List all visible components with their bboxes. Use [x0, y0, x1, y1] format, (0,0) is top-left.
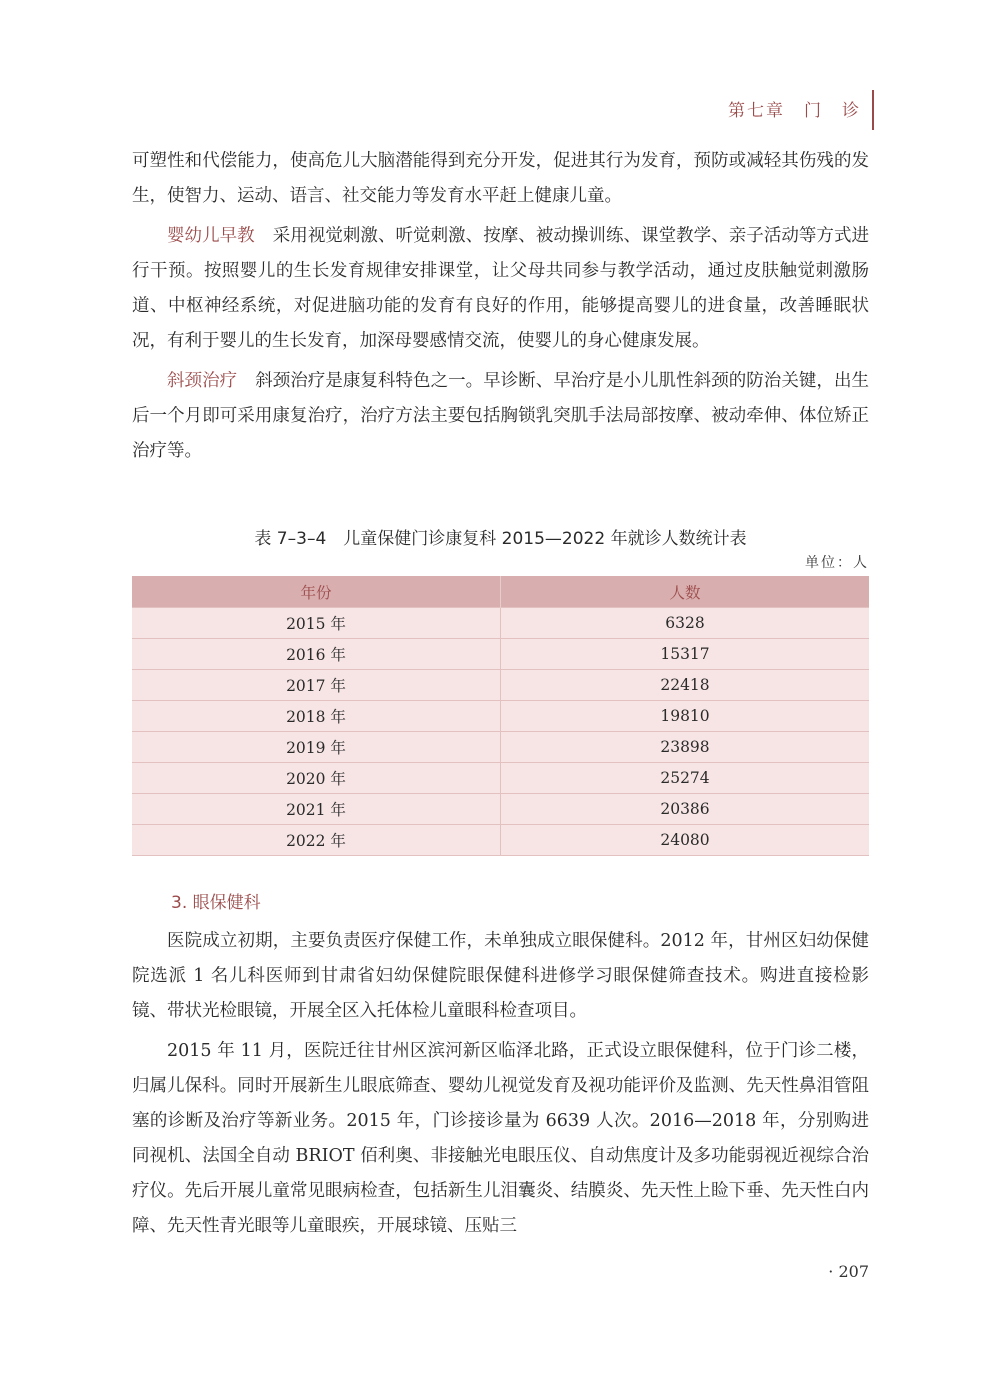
count-cell: 15317	[501, 639, 870, 670]
table-row	[132, 639, 869, 670]
year-cell: 2019 年	[132, 732, 501, 763]
count-cell: 22418	[501, 670, 870, 701]
paragraph-eye-care-intro: 医院成立初期，主要负责医疗保健工作，未单独成立眼保健科。2012 年，甘州区妇幼保健院选派 1 名儿科医师到甘肃省妇幼保健院眼保健科进修学习眼保健筛查技术。购进直接检影镜、带状光检眼镜，开展全区入托体检儿童眼科检查项目。	[132, 931, 869, 1021]
table-caption: 表 7–3–4 儿童保健门诊康复科 2015—2022 年就诊人数统计表	[254, 529, 747, 549]
count-cell: 20386	[501, 794, 870, 825]
table-row	[132, 794, 869, 825]
year-cell: 2018 年	[132, 701, 501, 732]
count-cell: 25274	[501, 763, 870, 794]
table-row	[132, 608, 869, 639]
table-unit: 单位：人	[805, 555, 869, 571]
year-cell: 2022 年	[132, 825, 501, 856]
table-row	[132, 825, 869, 856]
infant-education-text: 采用视觉刺激、听觉刺激、按摩、被动操训练、课堂教学、亲子活动等方式进行干预。按照婴儿的生长发育规律安排课堂，让父母共同参与教学活动，通过皮肤触觉刺激肠道、中枢神经系统，对促进脑功能的发育有良好的作用，能够提高婴儿的进食量，改善睡眠状况，有利于婴儿的生长发育，加深母婴感情交流，使婴儿的身心健康发展。	[132, 226, 870, 351]
table-row	[132, 670, 869, 701]
year-cell: 2016 年	[132, 639, 501, 670]
year-cell: 2020 年	[132, 763, 501, 794]
visits-table	[132, 576, 869, 856]
header-year: 年份	[132, 576, 501, 608]
count-cell: 19810	[501, 701, 870, 732]
paragraph-torticollis	[132, 364, 869, 469]
paragraph-eye-care-2015: 2015 年 11 月，医院迁往甘州区滨河新区临泽北路，正式设立眼保健科，位于门诊二楼，归属儿保科。同时开展新生儿眼底筛查、婴幼儿视觉发育及视功能评价及监测、先天性鼻泪管阻塞的诊断及治疗等新业务。2015 年，门诊接诊量为 6639 人次。2016—2018 年，分别购进同视机、法国全自动 BRIOT 佰利奥、非接触光电眼压仪、自动焦度计及多功能弱视近视综合治疗仪。先后开展儿童常见眼病检查，包括新生儿泪囊炎、结膜炎、先天性上睑下垂、先天性白内障、先天性青光眼等儿童眼疾，开展球镜、压贴三	[132, 1041, 869, 1236]
paragraph-continuation: 可塑性和代偿能力，使高危儿大脑潜能得到充分开发，促进其行为发育，预防或减轻其伤残的发生，使智力、运动、语言、社交能力等发育水平赶上健康儿童。	[132, 151, 869, 206]
section-heading: 3. 眼保健科	[171, 893, 261, 913]
header-count: 人数	[501, 576, 870, 608]
torticollis-text: 斜颈治疗是康复科特色之一。早诊断、早治疗是小儿肌性斜颈的防治关键，出生后一个月即可采用康复治疗，治疗方法主要包括胸锁乳突肌手法局部按摩、被动牵伸、体位矫正治疗等。	[132, 371, 869, 461]
body-text-bottom	[132, 924, 869, 1249]
table-row	[132, 763, 869, 794]
page-number: · 207	[828, 1262, 869, 1281]
count-cell: 6328	[501, 608, 870, 639]
year-cell: 2021 年	[132, 794, 501, 825]
body-text-top	[132, 144, 869, 474]
count-cell: 24080	[501, 825, 870, 856]
header-divider	[872, 90, 874, 130]
running-header: 第七章 门 诊	[728, 101, 861, 121]
term-torticollis: 斜颈治疗	[167, 371, 238, 391]
table-header-row	[132, 576, 869, 608]
term-infant-education: 婴幼儿早教	[167, 226, 255, 246]
year-cell: 2015 年	[132, 608, 501, 639]
table-row	[132, 701, 869, 732]
year-cell: 2017 年	[132, 670, 501, 701]
count-cell: 23898	[501, 732, 870, 763]
paragraph-infant-education	[132, 219, 869, 359]
table-row	[132, 732, 869, 763]
